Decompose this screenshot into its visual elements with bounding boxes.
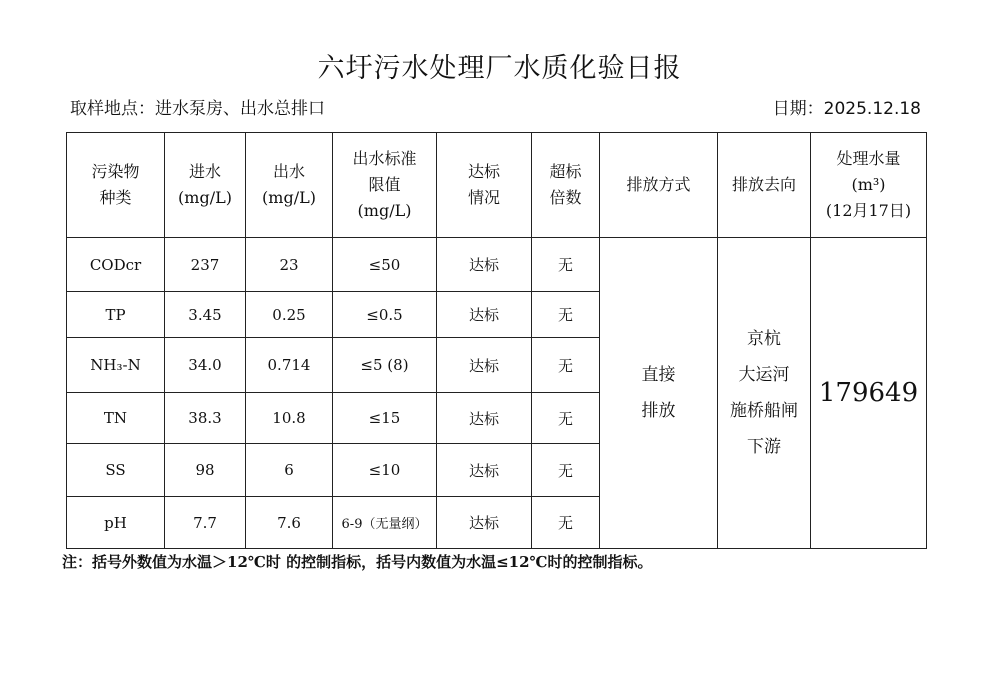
header-volume: 处理水量 (m³) (12月17日): [811, 133, 927, 238]
exceed-multiple: 无: [532, 338, 600, 393]
compliance-status: 达标: [437, 393, 532, 444]
effluent-value: 7.6: [246, 497, 333, 549]
header-compliance: 达标 情况: [437, 133, 532, 238]
exceed-multiple: 无: [532, 292, 600, 338]
limit-value: ≤50: [333, 238, 437, 292]
limit-value: ≤15: [333, 393, 437, 444]
influent-value: 34.0: [165, 338, 246, 393]
exceed-multiple: 无: [532, 497, 600, 549]
water-quality-table: [66, 132, 927, 549]
pollutant-name: CODcr: [67, 238, 165, 292]
footnote: 注：括号外数值为水温＞12℃时 的控制指标，括号内数值为水温≤12℃时的控制指标。: [62, 553, 653, 571]
header-influent: 进水 (mg/L): [165, 133, 246, 238]
header-discharge-direction: 排放去向: [718, 133, 811, 238]
effluent-value: 0.714: [246, 338, 333, 393]
table-row: [67, 238, 927, 292]
compliance-status: 达标: [437, 444, 532, 497]
sampling-location: 取样地点：进水泵房、出水总排口: [70, 99, 325, 119]
influent-value: 38.3: [165, 393, 246, 444]
effluent-value: 0.25: [246, 292, 333, 338]
header-exceed: 超标 倍数: [532, 133, 600, 238]
compliance-status: 达标: [437, 238, 532, 292]
effluent-value: 10.8: [246, 393, 333, 444]
header-effluent: 出水 (mg/L): [246, 133, 333, 238]
compliance-status: 达标: [437, 292, 532, 338]
treated-volume: 179649: [811, 238, 927, 549]
limit-value: ≤5 (8): [333, 338, 437, 393]
report-date: 日期：2025.12.18: [772, 99, 921, 119]
exceed-multiple: 无: [532, 238, 600, 292]
effluent-value: 6: [246, 444, 333, 497]
pollutant-name: pH: [67, 497, 165, 549]
influent-value: 7.7: [165, 497, 246, 549]
exceed-multiple: 无: [532, 444, 600, 497]
header-row: [67, 133, 927, 238]
exceed-multiple: 无: [532, 393, 600, 444]
influent-value: 98: [165, 444, 246, 497]
pollutant-name: NH₃-N: [67, 338, 165, 393]
compliance-status: 达标: [437, 497, 532, 549]
discharge-direction-cell: 京杭 大运河 施桥船闸 下游: [718, 238, 811, 549]
discharge-method-cell: 直接 排放: [600, 238, 718, 549]
pollutant-name: SS: [67, 444, 165, 497]
header-discharge-method: 排放方式: [600, 133, 718, 238]
limit-value: ≤10: [333, 444, 437, 497]
limit-value: 6-9（无量纲）: [333, 497, 437, 549]
header-limit: 出水标准 限值 (mg/L): [333, 133, 437, 238]
pollutant-name: TP: [67, 292, 165, 338]
report-title: 六圩污水处理厂水质化验日报: [317, 53, 682, 84]
pollutant-name: TN: [67, 393, 165, 444]
compliance-status: 达标: [437, 338, 532, 393]
influent-value: 3.45: [165, 292, 246, 338]
limit-value: ≤0.5: [333, 292, 437, 338]
effluent-value: 23: [246, 238, 333, 292]
influent-value: 237: [165, 238, 246, 292]
header-pollutant: 污染物 种类: [67, 133, 165, 238]
